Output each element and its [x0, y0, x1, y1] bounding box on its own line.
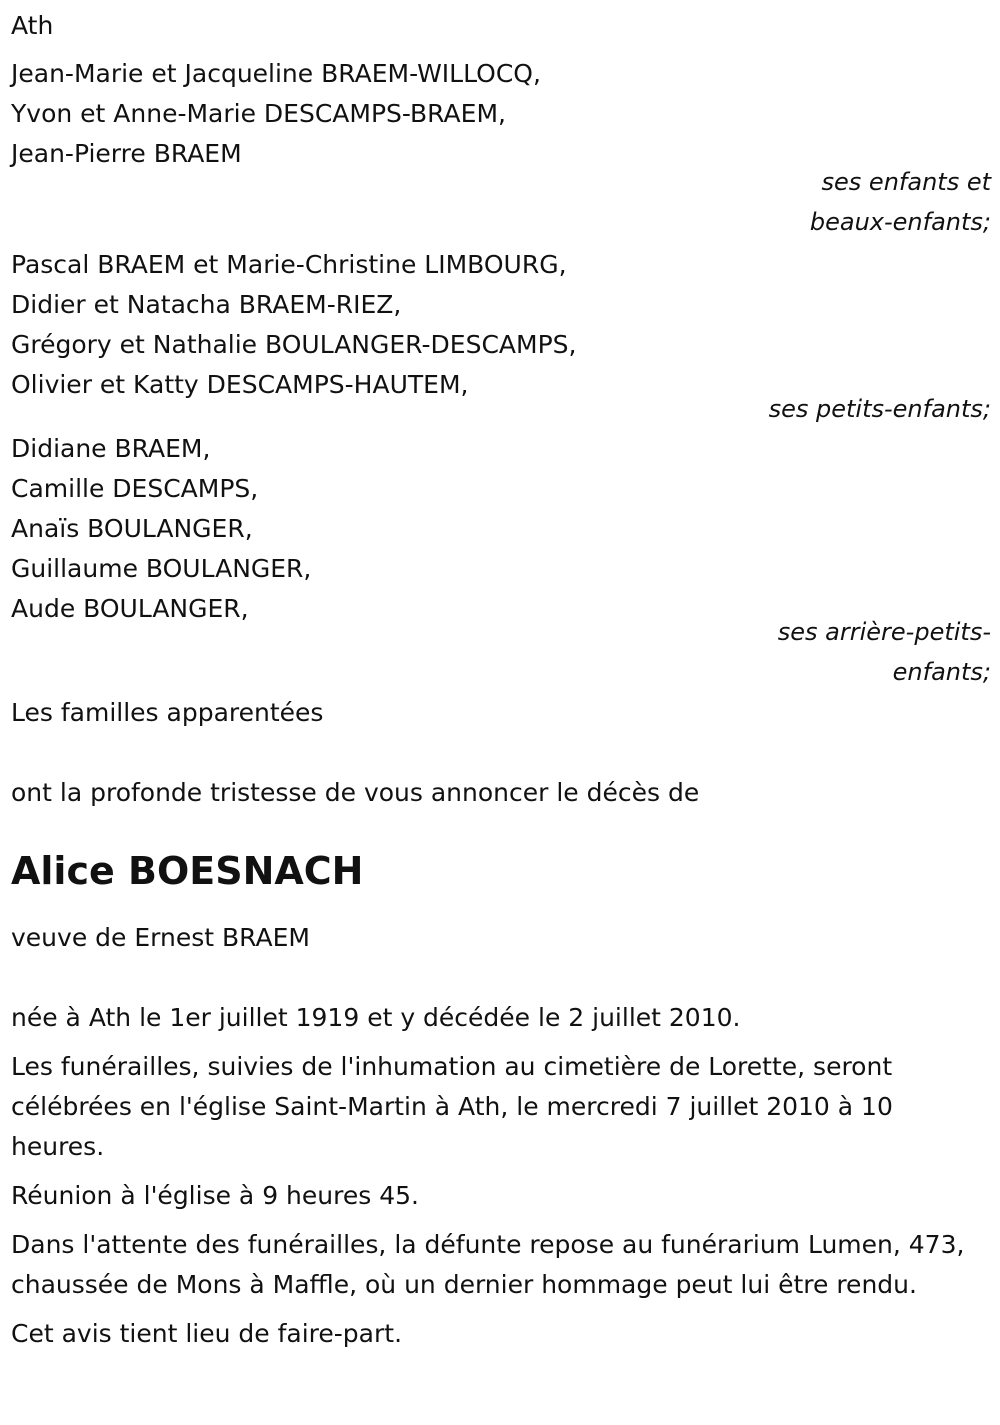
- widow-of: veuve de Ernest BRAEM: [11, 923, 310, 952]
- great-grandchildren-role-line1: ses arrière-petits-: [777, 618, 991, 646]
- grandchild-name: Pascal BRAEM et Marie-Christine LIMBOURG,: [11, 250, 567, 279]
- closing-note: Cet avis tient lieu de faire-part.: [11, 1319, 403, 1348]
- obituary-notice: [11, 0, 991, 1354]
- great-grandchild-name: Anaïs BOULANGER,: [11, 514, 253, 543]
- grandchildren-role-line1: ses petits-enfants;: [768, 395, 991, 423]
- grandchild-name: Olivier et Katty DESCAMPS-HAUTEM,: [11, 370, 469, 399]
- deceased-name: Alice BOESNACH: [11, 849, 364, 893]
- children-group: [11, 54, 991, 242]
- children-role-line1: ses enfants et: [821, 168, 991, 196]
- great-grandchildren-group: [11, 429, 991, 692]
- child-name: Jean-Marie et Jacqueline BRAEM-WILLOCQ,: [11, 59, 541, 88]
- child-name: Jean-Pierre BRAEM: [11, 139, 242, 168]
- related-families: Les familles apparentées: [11, 698, 324, 727]
- location: Ath: [11, 11, 54, 40]
- meeting-time: Réunion à l'église à 9 heures 45.: [11, 1181, 419, 1210]
- great-grandchildren-role-line2: enfants;: [892, 658, 991, 686]
- great-grandchild-name: Guillaume BOULANGER,: [11, 554, 312, 583]
- great-grandchild-name: Camille DESCAMPS,: [11, 474, 259, 503]
- funeral-info: Les funérailles, suivies de l'inhumation au cimetière de Lorette, seront célébrées en l'église Saint-Martin à Ath, le mercredi 7 juillet 2010 à 10 heures.: [11, 1052, 893, 1161]
- child-name: Yvon et Anne-Marie DESCAMPS-BRAEM,: [11, 99, 506, 128]
- viewing-info: Dans l'attente des funérailles, la défunte repose au funérarium Lumen, 473, chaussée de Mons à Maffle, où un dernier hommage peut lui être rendu.: [11, 1230, 965, 1299]
- great-grandchild-name: Didiane BRAEM,: [11, 434, 211, 463]
- great-grandchild-name: Aude BOULANGER,: [11, 594, 249, 623]
- grandchild-name: Didier et Natacha BRAEM-RIEZ,: [11, 290, 402, 319]
- birth-death-dates: née à Ath le 1er juillet 1919 et y décédée le 2 juillet 2010.: [11, 1003, 741, 1032]
- children-role: [11, 162, 991, 242]
- grandchild-name: Grégory et Nathalie BOULANGER-DESCAMPS,: [11, 330, 577, 359]
- announcement: ont la profonde tristesse de vous annoncer le décès de: [11, 778, 700, 807]
- children-role-line2: beaux-enfants;: [809, 208, 991, 236]
- grandchildren-group: [11, 245, 991, 429]
